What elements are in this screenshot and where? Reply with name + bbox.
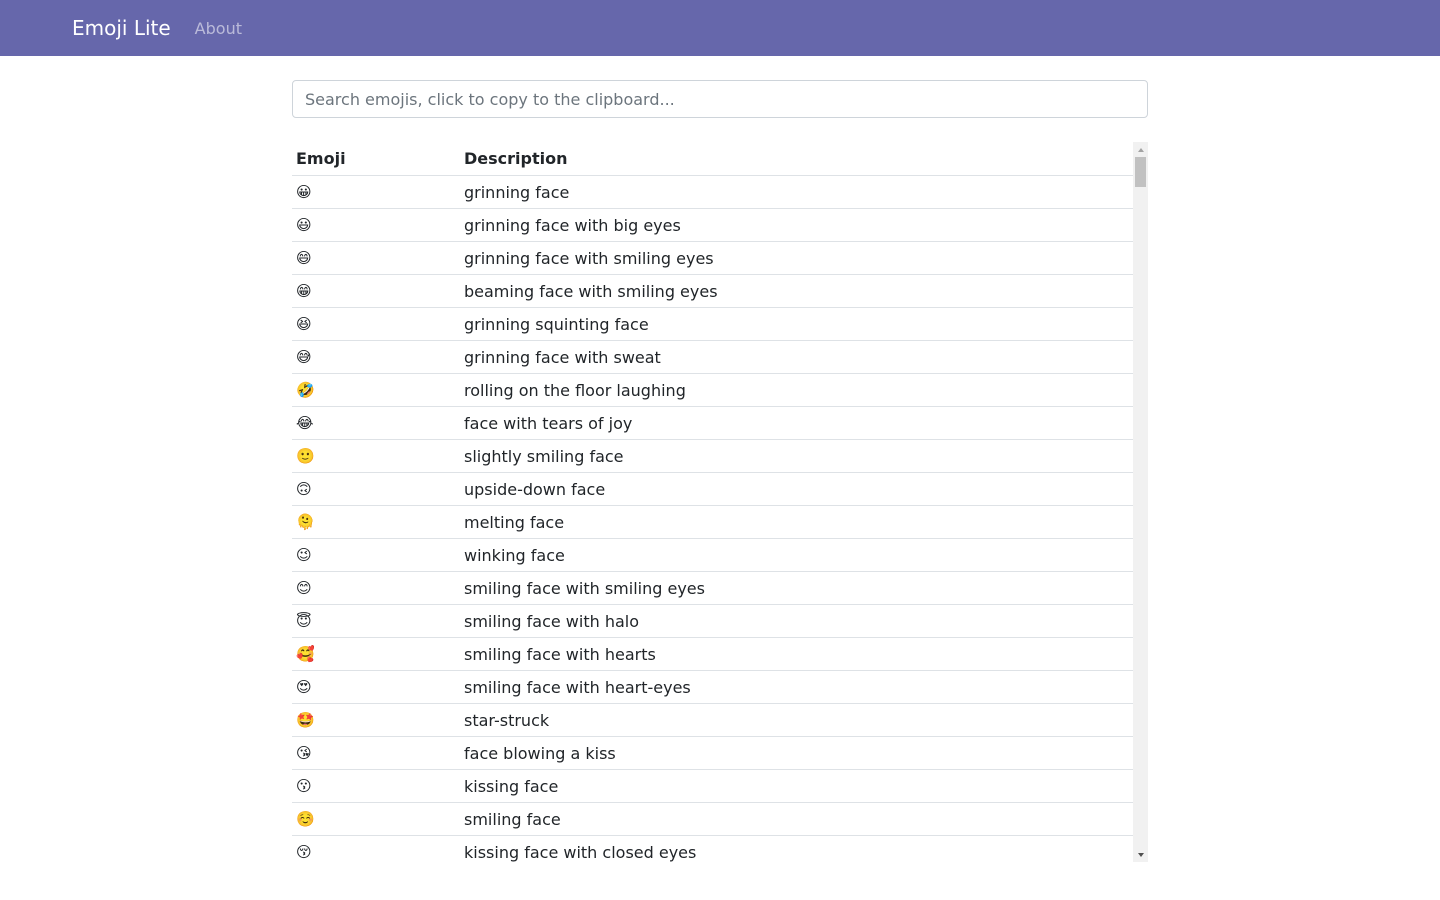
table-row[interactable] [292, 770, 1133, 803]
emoji-cell[interactable]: 🥰 [292, 638, 460, 671]
description-cell[interactable]: slightly smiling face [460, 440, 1133, 473]
table-row[interactable] [292, 209, 1133, 242]
description-cell[interactable]: grinning face with smiling eyes [460, 242, 1133, 275]
search-input[interactable] [292, 80, 1148, 118]
table-row[interactable] [292, 341, 1133, 374]
vertical-scrollbar[interactable] [1133, 142, 1148, 862]
description-cell[interactable]: face blowing a kiss [460, 737, 1133, 770]
description-cell[interactable]: grinning face with big eyes [460, 209, 1133, 242]
scroll-thumb[interactable] [1135, 157, 1146, 187]
emoji-cell[interactable]: 😃 [292, 209, 460, 242]
emoji-table [292, 142, 1133, 862]
table-row[interactable] [292, 242, 1133, 275]
emoji-cell[interactable]: 😍 [292, 671, 460, 704]
description-cell[interactable]: smiling face [460, 803, 1133, 836]
navbar [0, 0, 1440, 56]
table-row[interactable] [292, 176, 1133, 209]
scroll-down-arrow-icon[interactable] [1133, 847, 1148, 862]
emoji-cell[interactable]: 😘 [292, 737, 460, 770]
table-row[interactable] [292, 374, 1133, 407]
emoji-column-header: Emoji [292, 142, 460, 176]
emoji-cell[interactable]: 🤣 [292, 374, 460, 407]
table-row[interactable] [292, 704, 1133, 737]
emoji-cell[interactable]: 🙃 [292, 473, 460, 506]
emoji-cell[interactable]: 😚 [292, 836, 460, 863]
table-row[interactable] [292, 836, 1133, 863]
description-cell[interactable]: upside-down face [460, 473, 1133, 506]
table-row[interactable] [292, 440, 1133, 473]
description-cell[interactable]: grinning face with sweat [460, 341, 1133, 374]
description-cell[interactable]: star-struck [460, 704, 1133, 737]
nav-about-link[interactable]: About [194, 18, 242, 38]
description-cell[interactable]: smiling face with heart-eyes [460, 671, 1133, 704]
emoji-cell[interactable]: 😂 [292, 407, 460, 440]
table-row[interactable] [292, 407, 1133, 440]
description-cell[interactable]: smiling face with hearts [460, 638, 1133, 671]
emoji-table-scroll-area[interactable] [292, 142, 1148, 862]
table-header-row [292, 142, 1133, 176]
main-container [292, 80, 1148, 862]
emoji-cell[interactable]: 🤩 [292, 704, 460, 737]
description-cell[interactable]: smiling face with halo [460, 605, 1133, 638]
table-row[interactable] [292, 308, 1133, 341]
emoji-table-body [292, 176, 1133, 863]
table-row[interactable] [292, 737, 1133, 770]
scroll-up-arrow-icon[interactable] [1133, 142, 1148, 157]
description-cell[interactable]: face with tears of joy [460, 407, 1133, 440]
description-column-header: Description [460, 142, 1133, 176]
description-cell[interactable]: kissing face [460, 770, 1133, 803]
table-row[interactable] [292, 539, 1133, 572]
description-cell[interactable]: kissing face with closed eyes [460, 836, 1133, 863]
emoji-cell[interactable]: 😄 [292, 242, 460, 275]
description-cell[interactable]: grinning squinting face [460, 308, 1133, 341]
table-row[interactable] [292, 473, 1133, 506]
description-cell[interactable]: smiling face with smiling eyes [460, 572, 1133, 605]
emoji-cell[interactable]: 😆 [292, 308, 460, 341]
emoji-cell[interactable]: 😅 [292, 341, 460, 374]
emoji-cell[interactable]: ☺️ [292, 803, 460, 836]
emoji-cell[interactable]: 😉 [292, 539, 460, 572]
description-cell[interactable]: grinning face [460, 176, 1133, 209]
description-cell[interactable]: beaming face with smiling eyes [460, 275, 1133, 308]
table-row[interactable] [292, 638, 1133, 671]
table-row[interactable] [292, 803, 1133, 836]
emoji-cell[interactable]: 😇 [292, 605, 460, 638]
emoji-cell[interactable]: 😊 [292, 572, 460, 605]
emoji-cell[interactable]: 😗 [292, 770, 460, 803]
table-row[interactable] [292, 275, 1133, 308]
emoji-cell[interactable]: 🙂 [292, 440, 460, 473]
emoji-cell[interactable]: 😀 [292, 176, 460, 209]
description-cell[interactable]: rolling on the floor laughing [460, 374, 1133, 407]
table-row[interactable] [292, 605, 1133, 638]
table-row[interactable] [292, 671, 1133, 704]
brand-link[interactable]: Emoji Lite [72, 16, 171, 40]
description-cell[interactable]: winking face [460, 539, 1133, 572]
description-cell[interactable]: melting face [460, 506, 1133, 539]
table-row[interactable] [292, 506, 1133, 539]
emoji-cell[interactable]: 😁 [292, 275, 460, 308]
table-row[interactable] [292, 572, 1133, 605]
emoji-cell[interactable]: 🫠 [292, 506, 460, 539]
